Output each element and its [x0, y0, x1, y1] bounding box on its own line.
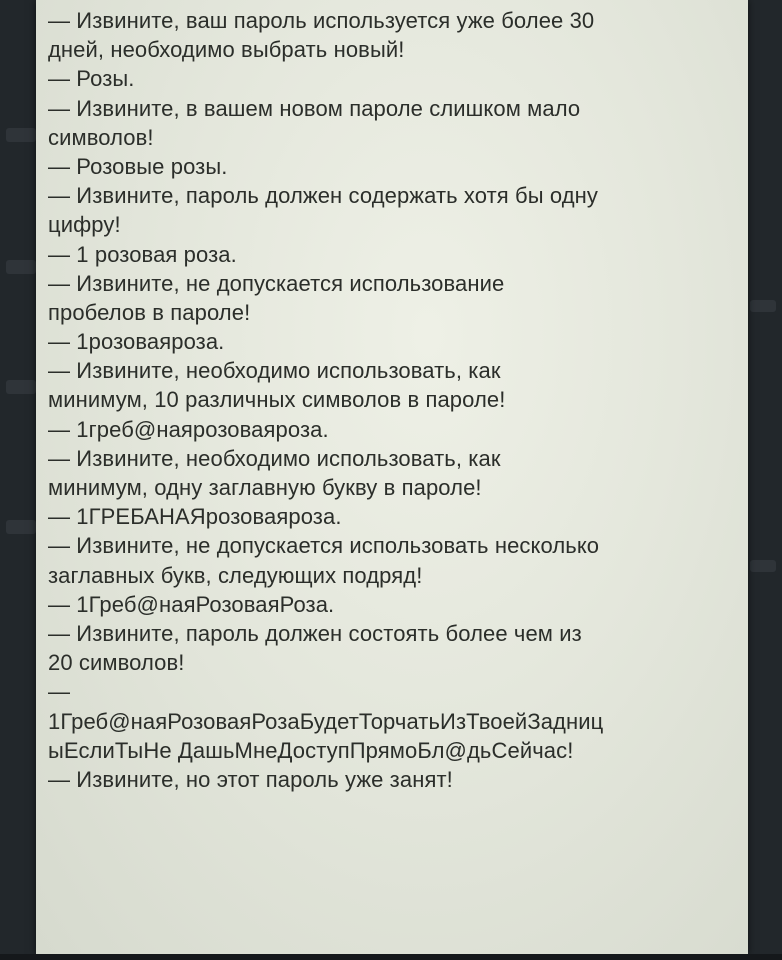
dialogue-line: — Извините, необходимо использовать, как [48, 358, 501, 384]
right-background-edge [746, 0, 782, 960]
dialogue-line: — 1розоваяроза. [48, 329, 225, 355]
background-blur-shape [750, 560, 776, 572]
dialogue-line: — Извините, пароль должен состоять более чем из [48, 620, 582, 646]
dialogue-line: — Извините, ваш пароль используется уже более 30 [48, 8, 595, 33]
background-blur-shape [6, 520, 36, 534]
dialogue-line: — Розы. [48, 66, 135, 92]
dialogue-line: — 1Греб@наяРозоваяРоза. [48, 591, 335, 617]
dialogue-line: дней, необходимо выбрать новый! [48, 37, 405, 63]
dialogue-line: — Извините, не допускается использовать несколько [48, 533, 600, 559]
background-blur-shape [6, 380, 36, 394]
background-blur-shape [6, 260, 36, 274]
dialogue-line: минимум, 10 различных символов в пароле! [48, 387, 506, 413]
dialogue-line: — 1 розовая роза. [48, 241, 237, 267]
dialogue-line: — Извините, не допускается использование [48, 270, 505, 296]
dialogue-line: 1Греб@наяРозоваяРозаБудетТорчатьИзТвоейЗадниц [48, 708, 604, 734]
dialogue-line: заглавных букв, следующих подряд! [48, 562, 423, 588]
dialogue-line: — Извините, пароль должен содержать хотя бы одну [48, 183, 598, 209]
text-card [36, 0, 748, 954]
dialogue-text [48, 6, 738, 794]
dialogue-line: пробелов в пароле! [48, 299, 251, 325]
left-background-edge [0, 0, 40, 960]
dialogue-line: ыЕслиТыНе ДашьМнеДоступПрямоБл@дьСейчас! [48, 737, 574, 763]
dialogue-line: 20 символов! [48, 650, 185, 676]
dialogue-line: — [48, 679, 71, 705]
dialogue-line: — 1греб@наярозоваяроза. [48, 416, 329, 442]
dialogue-line: минимум, одну заглавную букву в пароле! [48, 475, 482, 500]
bottom-dark-strip [0, 954, 782, 960]
dialogue-line: — Розовые розы. [48, 153, 228, 179]
dialogue-line: символов! [48, 124, 154, 150]
dialogue-line: — Извините, но этот пароль уже занят! [48, 766, 453, 792]
background-blur-shape [750, 300, 776, 312]
dialogue-line: — Извините, в вашем новом пароле слишком мало [48, 95, 581, 121]
dialogue-line: цифру! [48, 212, 121, 238]
dialogue-line: — Извините, необходимо использовать, как [48, 445, 501, 471]
dialogue-line: — 1ГРЕБАНАЯрозоваяроза. [48, 504, 342, 530]
background-blur-shape [6, 128, 36, 142]
